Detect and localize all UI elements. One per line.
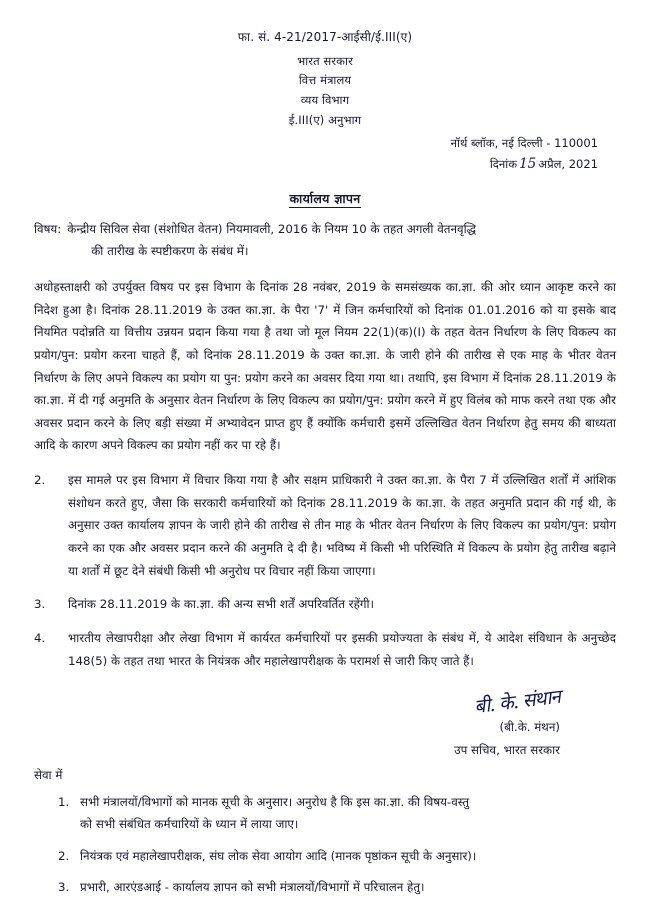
page-title bbox=[34, 190, 616, 207]
date-line bbox=[34, 153, 598, 176]
list-item-number: 3. bbox=[58, 880, 70, 895]
ministry-line: वित्त मंत्रालय bbox=[298, 73, 352, 88]
paragraph-1 bbox=[34, 276, 616, 457]
distribution-heading: सेवा में bbox=[34, 768, 63, 783]
list-item-line-1: प्रभारी, आरएंडआई - कार्यालय ज्ञापन को सभी मंत्रालयों/विभागों में परिचालन हेतु। bbox=[80, 880, 425, 895]
paragraph-3 bbox=[34, 593, 616, 616]
list-item-line-1: नियंत्रक एवं महालेखापरीक्षक, संघ लोक सेवा आयोग आदि (मानक पृष्ठांकन सूची के अनुसार)। bbox=[80, 848, 477, 863]
paragraph-1-text: अधोहस्ताक्षरी को उपर्युक्त विषय पर इस विभाग के दिनांक 28 नवंबर, 2019 के समसंख्यक का.ज्ञा. की ओर ध्यान आकृष्ट करने का निदेश हुआ है। दिनांक 28.11.2019 के उक्त का.ज्ञा. के पैरा '7' में जिन कर्मचारियों को दिनांक 01.01.2016 को या इसके बाद नियमित पदोन्नति या वित्तीय उन्नयन प्रदान किया गया है तथा जो मूल नियम 22(1)(क)(I) के तहत वेतन निर्धारण के लिए विकल्प का प्रयोग/पुन: प्रयोग करना चाहते हैं, को दिनांक 28.11.2019 के उक्त का.ज्ञा. के जारी होने की तारीख से एक माह के भीतर वेतन निर्धारण के लिए अपने विकल्प का प्रयोग या पुन: प्रयोग करने का अवसर दिया गया था। तथापि, इस विभाग में दिनांक 28.11.2019 के का.ज्ञा. में दी गई अनुमति के अनुसार वेतन निर्धारण के लिए विकल्प का प्रयोग/पुन: प्रयोग करने में हुए विलंब को माफ करने तथा एक और अवसर प्रदान करने के लिए बड़ी संख्या में अभ्यावेदन प्राप्त हुए हैं क्योंकि कर्मचारी इसमें उल्लिखित वेतन निर्धारण हेतु समय की बाध्यता आदि के कारण अपने विकल्प का प्रयोग नहीं कर पा रहे हैं। bbox=[34, 279, 616, 453]
list-item bbox=[34, 845, 616, 867]
subject-line-2: की तारीख के स्पष्टीकरण के संबंध में। bbox=[91, 244, 249, 259]
list-item-content bbox=[80, 876, 616, 898]
paragraph-3-number: 3. bbox=[34, 597, 46, 612]
subject-text bbox=[67, 219, 616, 263]
subject-line-1: केन्द्रीय सिविल सेवा (संशोधित वेतन) नियमावली, 2016 के नियम 10 के तहत अगली वेतनवृद्धि bbox=[67, 222, 477, 237]
page-title-text: कार्यालय ज्ञापन bbox=[289, 191, 361, 207]
signature-handwritten: बी. के. संथान bbox=[473, 686, 562, 719]
department-line: व्यय विभाग bbox=[300, 93, 350, 108]
date-label: दिनांक bbox=[489, 157, 518, 172]
list-item-content bbox=[80, 791, 616, 836]
government-line: भारत सरकार bbox=[297, 53, 353, 68]
address-block bbox=[34, 134, 616, 176]
distribution-list bbox=[34, 791, 616, 899]
paragraph-3-text: दिनांक 28.11.2019 के का.ज्ञा. की अन्य सभी शर्तें अपरिवर्तित रहेंगी। bbox=[68, 597, 375, 612]
list-item bbox=[34, 876, 616, 898]
paragraph-2-number: 2. bbox=[34, 473, 46, 488]
section-line: ई.III(ए) अनुभाग bbox=[288, 113, 362, 128]
signatory-designation: उप सचिव, भारत सरकार bbox=[454, 742, 560, 757]
list-item bbox=[34, 791, 616, 836]
subject-label: विषय: bbox=[34, 222, 62, 237]
paragraph-4 bbox=[34, 627, 616, 672]
list-item-number: 1. bbox=[58, 795, 70, 810]
list-item-number: 2. bbox=[58, 848, 70, 863]
office-address: नॉर्थ ब्लॉक, नई दिल्ली - 110001 bbox=[450, 135, 598, 150]
paragraph-4-text: भारतीय लेखापरीक्षा और लेखा विभाग में कार्यरत कर्मचारियों पर इसकी प्रयोज्यता के संबंध में, ये आदेश संविधान के अनुच्छेद 148(5) के तहत तथा भारत के नियंत्रक और महालेखापरीक्षक के परामर्श से जारी किए जाते हैं। bbox=[68, 630, 616, 668]
signatory-name: (बी.के. मंथन) bbox=[499, 720, 560, 735]
list-item-content bbox=[80, 845, 616, 867]
subject-block bbox=[34, 219, 616, 263]
paragraph-2-text: इस मामले पर इस विभाग में विचार किया गया है और सक्षम प्राधिकारी ने उक्त का.ज्ञा. के पैरा 7 में उल्लिखित शर्तों में आंशिक संशोधन करते हुए, जैसा कि सरकारी कर्मचारियों को दिनांक 28.11.2019 के का.ज्ञा. के तहत अनुमति प्रदान की गई थी, के अनुसार उक्त कार्यालय ज्ञापन के जारी होने की तारीख से तीन माह के भीतर वेतन निर्धारण के लिए विकल्प का प्रयोग/पुन: प्रयोग करने का एक और अवसर प्रदान करने की अनुमति दे दी है। भविष्य में किसी भी परिस्थिति में विकल्प के प्रयोग हेतु तारीख बढ़ाने या शर्तों में छूट देने संबंधी किसी भी अनुरोध पर विचार नहीं किया जाएगा। bbox=[68, 473, 616, 578]
list-item-line-1: सभी मंत्रालयों/विभागों को मानक सूची के अनुसार। अनुरोध है कि इस का.ज्ञा. की विषय-वस्तु bbox=[80, 795, 470, 810]
paragraph-4-number: 4. bbox=[34, 630, 46, 645]
file-number: फा. सं. 4-21/2017-आईसी/ई.III(ए) bbox=[237, 30, 413, 44]
date-handwritten: 15 bbox=[519, 156, 537, 173]
paragraph-2 bbox=[34, 469, 616, 582]
date-rest: अप्रैल, 2021 bbox=[538, 157, 598, 172]
list-item-line-2: को सभी संबंधित कर्मचारियों के ध्यान में लाया जाए। bbox=[80, 817, 299, 832]
document-header bbox=[34, 28, 616, 130]
signature-block bbox=[34, 688, 616, 761]
